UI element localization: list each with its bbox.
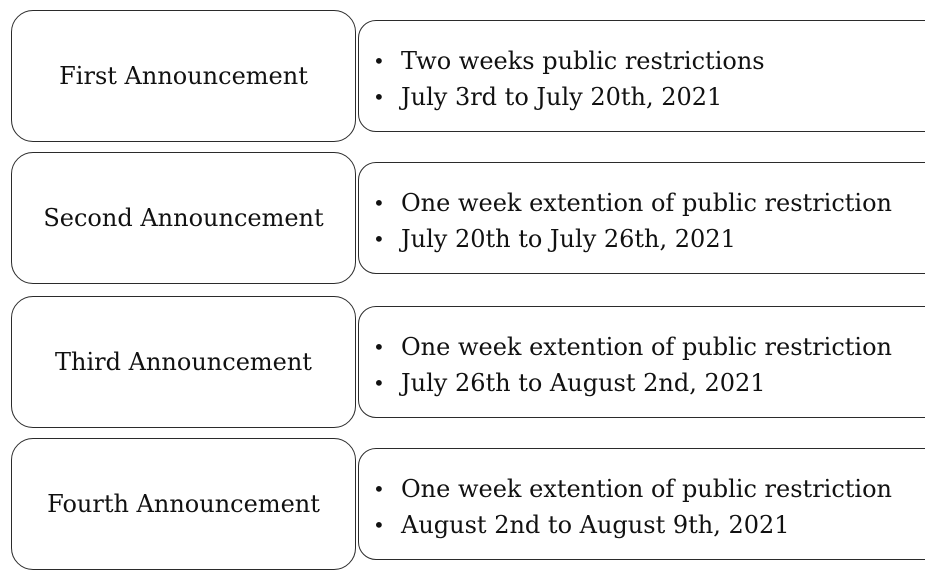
announcement-details-box — [358, 448, 925, 560]
announcement-title: Third Announcement — [55, 348, 312, 376]
announcement-title: Second Announcement — [43, 204, 324, 232]
announcement-title-box — [11, 152, 356, 284]
list-item: • July 20th to July 26th, 2021 — [373, 221, 892, 257]
bullet-icon: • — [373, 191, 385, 215]
details-list — [373, 185, 892, 257]
announcement-title-box — [11, 296, 356, 428]
announcement-title-box — [11, 438, 356, 570]
bullet-icon: • — [373, 85, 385, 109]
bullet-icon: • — [373, 371, 385, 395]
bullet-icon: • — [373, 335, 385, 359]
announcement-details-box — [358, 20, 925, 132]
list-item: • August 2nd to August 9th, 2021 — [373, 507, 892, 543]
bullet-icon: • — [373, 513, 385, 537]
bullet-icon: • — [373, 227, 385, 251]
list-item: • July 3rd to July 20th, 2021 — [373, 79, 765, 115]
announcement-title-box — [11, 10, 356, 142]
details-list — [373, 329, 892, 401]
announcement-title: Fourth Announcement — [47, 490, 320, 518]
list-item: • July 26th to August 2nd, 2021 — [373, 365, 892, 401]
details-list — [373, 43, 765, 115]
list-item: • One week extention of public restriction — [373, 185, 892, 221]
list-item: • Two weeks public restrictions — [373, 43, 765, 79]
bullet-icon: • — [373, 477, 385, 501]
details-list — [373, 471, 892, 543]
announcement-title: First Announcement — [59, 62, 308, 90]
announcement-details-box — [358, 162, 925, 274]
list-item: • One week extention of public restriction — [373, 471, 892, 507]
announcement-details-box — [358, 306, 925, 418]
bullet-icon: • — [373, 49, 385, 73]
list-item: • One week extention of public restriction — [373, 329, 892, 365]
